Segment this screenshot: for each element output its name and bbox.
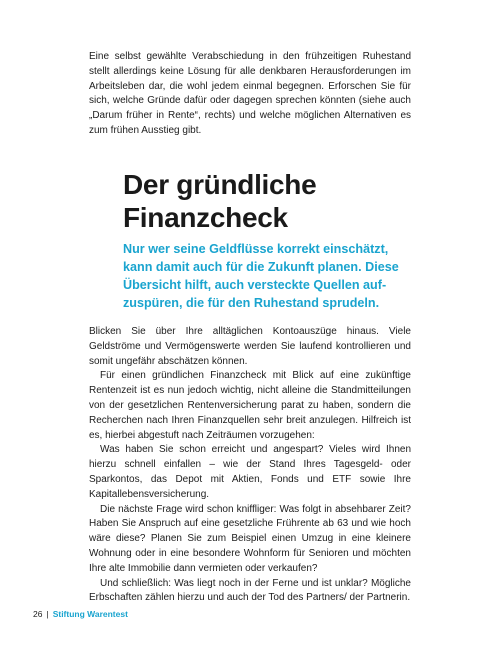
body-paragraph-4: Die nächste Frage wird schon kniffliger: Was folgt in absehbarer Zeit? Haben Sie Anspruch auf eine gesetzliche Frührente ab 63 und wie hoch wäre diese? Planen Sie zum Beispiel einen Umzug in eine kleinere Wohnung oder in eine besondere Wohnform für Senioren und möchten Ihre alte Immobilie dann vermieten oder verkaufen? [89,503,411,574]
publisher-name: Stiftung Warentest [52,609,128,619]
lead-line-3: Übersicht hilft, auch versteckte Quellen auf- [123,278,387,292]
intro-paragraph: Eine selbst gewählte Verabschiedung in den frühzeitigen Ruhestand stellt allerdings keine Lösung für alle denkbaren Herausforderungen im Arbeitsleben dar, die wohl jedem einmal begegnen. Erforschen Sie für sich, welche Gründe dafür oder dagegen sprechen könnten (siehe auch „Darum früher in Rente“, rechts) und welche möglichen Alternativen es zum frühen Ausstieg gibt. [89,51,411,136]
lead-line-4: zuspüren, die für den Ruhestand sprudeln. [123,296,380,310]
body-paragraph-1: Blicken Sie über Ihre alltäglichen Kontoauszüge hinaus. Viele Geldströme und Vermögenswerte werden Sie laufend kontrollieren und somit ungefähr abschätzen können. [89,326,411,367]
body-paragraph-5: Und schließlich: Was liegt noch in der Ferne und ist unklar? Mögliche Erbschaften zählen hierzu und auch der Tod des Partners/ der Partnerin. [89,577,411,604]
page-footer [33,609,128,620]
heading-line-2: Finanzcheck [123,202,288,233]
page-number: 26 [33,609,43,619]
section-heading [123,168,423,234]
lead-line-1: Nur wer seine Geldflüsse korrekt einschätzt, [123,242,389,256]
footer-separator: | [46,609,49,619]
body-text [89,325,411,606]
heading-line-1: Der gründliche [123,169,317,200]
body-paragraph-3: Was haben Sie schon erreicht und angespart? Vieles wird Ihnen hierzu schnell einfallen – wie der Stand Ihres Tagesgeld- oder Sparkontos, das Depot mit Aktien, Fonds und ETF sowie Ihre Kapitallebensversicherung. [89,444,411,500]
body-paragraph-2: Für einen gründlichen Finanzcheck mit Blick auf eine zukünftige Rentenzeit ist es nun jedoch wichtig, nicht alleine die Standmitteilungen von der gesetzlichen Rentenversicherung parat zu haben, sondern die Recherchen nach Ihren Finanzquellen sehr breit anzulegen. Hilfreich ist es, hierbei abgestuft nach Zeiträumen vorzugehen: [89,370,411,441]
lead-paragraph [123,240,413,312]
lead-line-2: kann damit auch für die Zukunft planen. Diese [123,260,399,274]
